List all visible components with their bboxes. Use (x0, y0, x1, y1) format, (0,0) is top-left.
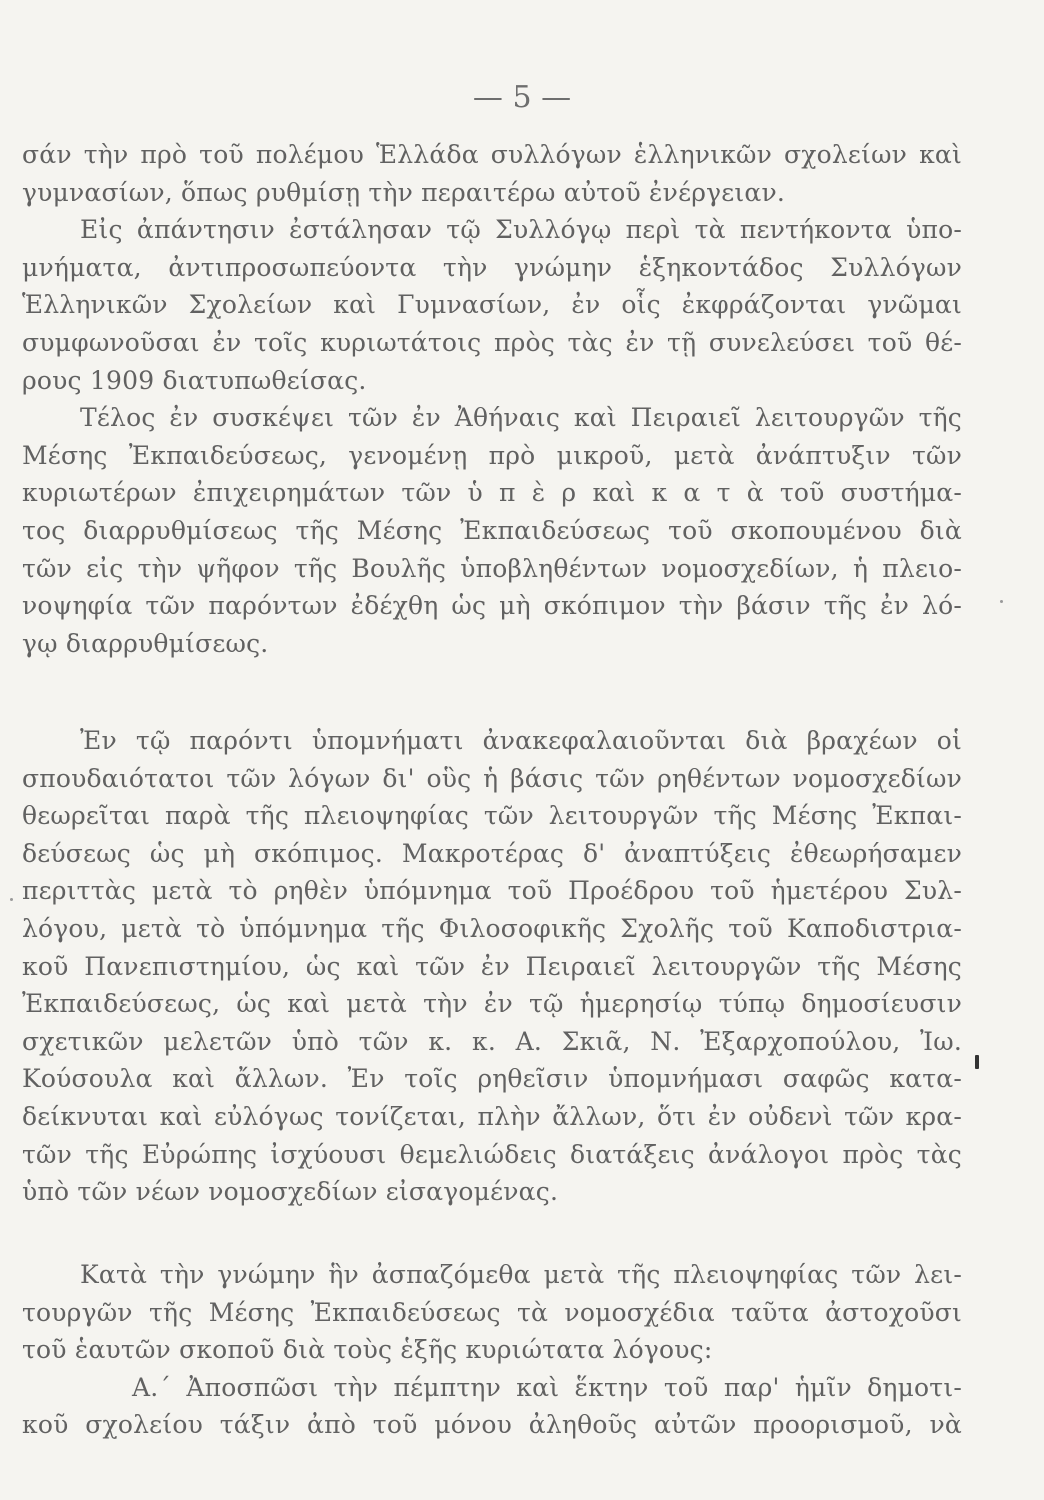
scan-speck (1000, 600, 1003, 603)
text-line: ρους 1909 διατυπωθείσας. (22, 365, 367, 395)
text-line: γυμνασίων, ὅπως ρυθμίσῃ τὴν περαιτέρω αὐτοῦ ἐνέργειαν. (22, 177, 786, 207)
text-line: Μέσης Ἐκπαιδεύσεως, γενομένῃ πρὸ μικροῦ, μετὰ ἀνάπτυξιν τῶν (22, 440, 962, 470)
text-line: περιττὰς μετὰ τὸ ρηθὲν ὑπόμνημα τοῦ Προέδρου τοῦ ἡμετέρου Συλ- (22, 876, 962, 906)
text-line: Κατὰ τὴν γνώμην ἣν ἀσπαζόμεθα μετὰ τῆς πλειοψηφίας τῶν λει- (80, 1260, 962, 1289)
text-line: Κούσουλα καὶ ἄλλων. Ἐν τοῖς ρηθεῖσιν ὑπομνήμασι σαφῶς κατα- (22, 1064, 962, 1094)
text-line: Εἰς ἀπάντησιν ἐστάλησαν τῷ Συλλόγῳ περὶ τὰ πεντήκοντα ὑπο- (80, 215, 962, 245)
text-line: Ἐκπαιδεύσεως, ὡς καὶ μετὰ τὴν ἐν τῷ ἡμερησίῳ τύπῳ δημοσίευσιν (22, 989, 962, 1019)
paragraph-1 (22, 136, 962, 662)
text-line: Α.´ Ἀποσπῶσι τὴν πέμπτην καὶ ἕκτην τοῦ παρ' ἡμῖν δημοτι- (132, 1372, 962, 1402)
text-line: τῶν εἰς τὴν ψῆφον τῆς Βουλῆς ὑποβληθέντων νομοσχεδίων, ἡ πλειο- (22, 553, 962, 583)
text-line: τῶν τῆς Εὐρώπης ἰσχύουσι θεμελιώδεις διατάξεις ἀνάλογοι πρὸς τὰς (22, 1139, 962, 1169)
text-line: Τέλος ἐν συσκέψει τῶν ἐν Ἀθήναις καὶ Πειραιεῖ λειτουργῶν τῆς (80, 403, 962, 433)
text-line: σάν τὴν πρὸ τοῦ πολέμου Ἑλλάδα συλλόγων ἑλληνικῶν σχολείων καὶ (22, 140, 962, 169)
text-line: Ἐν τῷ παρόντι ὑπομνήματι ἀνακεφαλαιοῦνται διὰ βραχέων οἱ (80, 726, 962, 755)
text-line: δείκνυται καὶ εὐλόγως τονίζεται, πλὴν ἄλλων, ὅτι ἐν οὐδενὶ τῶν κρα- (22, 1101, 962, 1131)
text-line: κοῦ Πανεπιστημίου, ὡς καὶ τῶν ἐν Πειραιεῖ λειτουργῶν τῆς Μέσης (22, 951, 962, 981)
text-line: σπουδαιότατοι τῶν λόγων δι' οὓς ἡ βάσις τῶν ρηθέντων νομοσχεδίων (22, 763, 962, 793)
text-line: συμφωνοῦσαι ἐν τοῖς κυριωτάτοις πρὸς τὰς ἐν τῇ συνελεύσει τοῦ θέ- (22, 327, 962, 357)
text-line: κοῦ σχολείου τάξιν ἀπὸ τοῦ μόνου ἀληθοῦς αὐτῶν προορισμοῦ, νὰ (22, 1410, 962, 1440)
scan-speck (975, 1055, 979, 1069)
text-line: τουργῶν τῆς Μέσης Ἐκπαιδεύσεως τὰ νομοσχέδια ταῦτα ἀστοχοῦσι (22, 1297, 962, 1327)
text-line: κυριωτέρων ἐπιχειρημάτων τῶν ὑ π ὲ ρ καὶ κ α τ ὰ τοῦ συστήμα- (22, 478, 962, 508)
text-line: θεωρεῖται παρὰ τῆς πλειοψηφίας τῶν λειτουργῶν τῆς Μέσης Ἐκπαι- (22, 801, 962, 831)
text-line: ὑπὸ τῶν νέων νομοσχεδίων εἰσαγομένας. (22, 1177, 559, 1207)
text-line: μνήματα, ἀντιπροσωπεύοντα τὴν γνώμην ἑξηκοντάδος Συλλόγων (22, 252, 962, 282)
scan-speck (10, 898, 13, 901)
page-number: — 5 — (472, 80, 572, 115)
text-line: λόγου, μετὰ τὸ ὑπόμνημα τῆς Φιλοσοφικῆς Σχολῆς τοῦ Καποδιστρια- (22, 913, 962, 943)
text-line: Ἑλληνικῶν Σχολείων καὶ Γυμνασίων, ἐν οἷς ἐκφράζονται γνῶμαι (22, 290, 962, 320)
text-line: τοῦ ἑαυτῶν σκοποῦ διὰ τοὺς ἑξῆς κυριώτατα λόγους: (22, 1335, 713, 1365)
paragraph-2 (22, 722, 962, 1211)
paragraph-3 (22, 1256, 962, 1444)
text-line: δεύσεως ὡς μὴ σκόπιμος. Μακροτέρας δ' ἀναπτύξεις ἐθεωρήσαμεν (22, 838, 962, 868)
text-line: γῳ διαρρυθμίσεως. (22, 628, 269, 658)
text-line: νοψηφία τῶν παρόντων ἐδέχθη ὡς μὴ σκόπιμον τὴν βάσιν τῆς ἐν λό- (22, 591, 962, 621)
text-line: τος διαρρυθμίσεως τῆς Μέσης Ἐκπαιδεύσεως τοῦ σκοπουμένου διὰ (22, 515, 962, 545)
text-line: σχετικῶν μελετῶν ὑπὸ τῶν κ. κ. Α. Σκιᾶ, Ν. Ἐξαρχοπούλου, Ἰω. (22, 1026, 962, 1056)
